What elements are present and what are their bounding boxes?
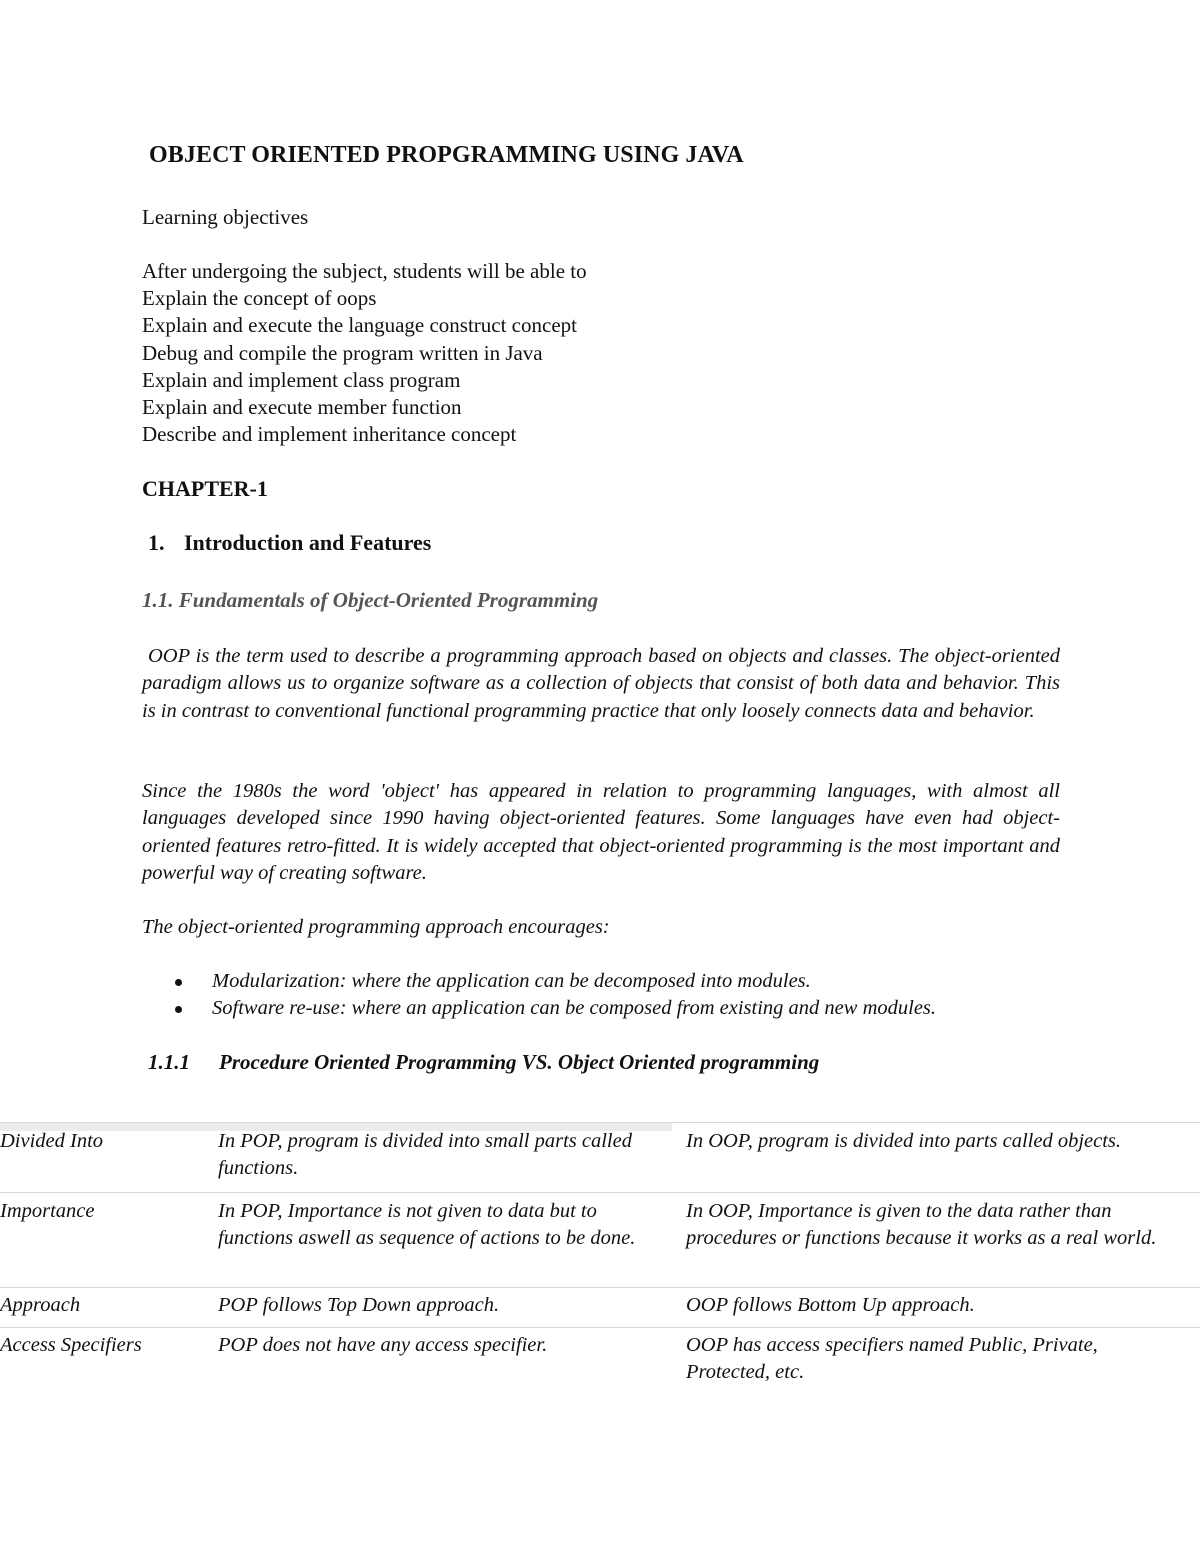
subsubsection-heading (148, 1050, 819, 1075)
objective-item: Explain the concept of oops (142, 286, 377, 311)
table-cell-label: Access Specifiers (0, 1334, 142, 1356)
table-cell-pop: POP does not have any access specifier. (218, 1334, 548, 1356)
table-cell-oop: OOP follows Bottom Up approach. (686, 1288, 1200, 1328)
table-cell-pop: In POP, program is divided into small parts called functions. (218, 1123, 686, 1193)
table-cell-label: Importance (0, 1193, 218, 1288)
document-title: OBJECT ORIENTED PROPGRAMMING USING JAVA (149, 142, 744, 168)
objective-item: Explain and execute member function (142, 395, 462, 420)
section-number: 1. (148, 530, 165, 555)
table-cell-label: Approach (0, 1288, 218, 1328)
subsection-heading: 1.1. Fundamentals of Object-Oriented Programming (142, 588, 599, 612)
objective-item: Explain and execute the language construct concept (142, 313, 577, 338)
bullet-item (172, 995, 936, 1022)
table-cell-pop: In POP, Importance is not given to data but to functions aswell as sequence of actions to be done. (218, 1193, 686, 1288)
table-row (0, 1193, 1200, 1288)
chapter-heading: CHAPTER-1 (142, 476, 268, 501)
bullet-icon (175, 979, 182, 986)
paragraph-oop-encourages: The object-oriented programming approach encourages: (142, 916, 610, 938)
table-row (0, 1123, 1200, 1193)
subsubsection-title: Procedure Oriented Programming VS. Object Oriented programming (219, 1050, 820, 1074)
paragraph-oop-history: Since the 1980s the word 'object' has appeared in relation to programming languages, with almost all languages developed since 1990 having object-oriented features. Some languages have even had object-oriented features retro-fitted. It is widely accepted that object-oriented programming is the most important and powerful way of creating software. (142, 780, 1060, 884)
table-cell-label: Divided Into (0, 1123, 218, 1193)
bullet-list (172, 968, 936, 1023)
bullet-icon (175, 1006, 182, 1013)
table-cell-pop: POP follows Top Down approach. (218, 1288, 686, 1328)
bullet-text: Software re-use: where an application can be composed from existing and new modules. (212, 997, 937, 1020)
section-heading (148, 530, 431, 556)
table-row (0, 1288, 1200, 1328)
objective-item: Explain and implement class program (142, 367, 461, 392)
objectives-list (142, 258, 587, 448)
table-row (0, 1328, 1200, 1395)
table-cell-oop: In OOP, program is divided into parts called objects. (686, 1123, 1200, 1193)
comparison-table (0, 1122, 1200, 1394)
bullet-item (172, 968, 936, 995)
table-cell-oop: OOP has access specifiers named Public, Private, Protected, etc. (686, 1334, 1098, 1383)
objectives-label: Learning objectives (142, 205, 309, 229)
objective-item: After undergoing the subject, students will be able to (142, 259, 587, 283)
objective-item: Describe and implement inheritance concept (142, 422, 517, 447)
section-title: Introduction and Features (184, 530, 432, 555)
bullet-text: Modularization: where the application can be decomposed into modules. (212, 970, 811, 992)
paragraph-oop-definition: OOP is the term used to describe a programming approach based on objects and classes. The object-oriented paradigm allows us to organize software as a collection of objects that consist of both data and behavior. This is in contrast to conventional functional programming practice that only loosely connects data and behavior. (142, 645, 1060, 722)
objective-item: Debug and compile the program written in Java (142, 340, 543, 365)
table-cell-oop: In OOP, Importance is given to the data rather than procedures or functions because it works as a real world. (686, 1193, 1200, 1288)
subsubsection-number: 1.1.1 (148, 1050, 190, 1074)
